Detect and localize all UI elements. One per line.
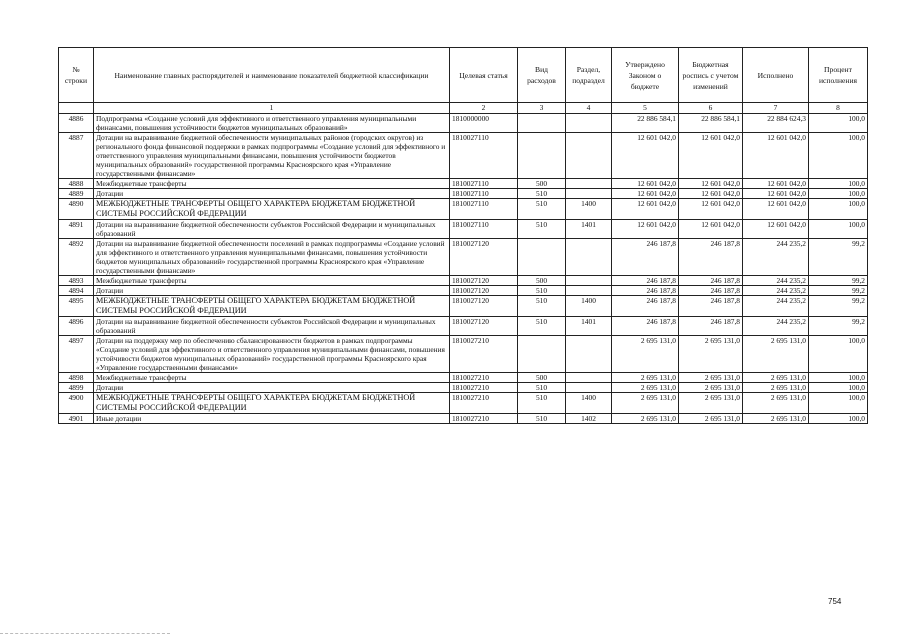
column-number: 1 (94, 103, 450, 114)
table-row (59, 239, 868, 276)
table-body (59, 114, 868, 424)
budget-list-amount-cell: 246 187,8 (679, 239, 743, 276)
percent-cell: 99,2 (809, 296, 868, 317)
row-name-cell: Дотации на выравнивание бюджетной обеспеченности субъектов Российской Федерации и муниципальных образований (94, 317, 450, 336)
percent-cell: 99,2 (809, 317, 868, 336)
header-expense-type: Вид расходов (518, 48, 566, 103)
section-cell (566, 114, 612, 133)
budget-list-amount-cell: 12 601 042,0 (679, 133, 743, 179)
row-name-cell: МЕЖБЮДЖЕТНЫЕ ТРАНСФЕРТЫ ОБЩЕГО ХАРАКТЕРА БЮДЖЕТАМ БЮДЖЕТНОЙ СИСТЕМЫ РОССИЙСКОЙ ФЕДЕРАЦИИ (94, 199, 450, 220)
column-number: 7 (743, 103, 809, 114)
section-cell (566, 179, 612, 189)
percent-cell: 100,0 (809, 114, 868, 133)
section-cell: 1402 (566, 414, 612, 424)
approved-amount-cell: 12 601 042,0 (612, 133, 679, 179)
approved-amount-cell: 2 695 131,0 (612, 373, 679, 383)
row-name-cell: Межбюджетные трансферты (94, 373, 450, 383)
row-name-cell: Подпрограмма «Создание условий для эффективного и ответственного управления муниципальными финансами, повышения устойчивости бюджетов муниципальных образований» (94, 114, 450, 133)
table-row (59, 393, 868, 414)
percent-cell: 100,0 (809, 414, 868, 424)
row-name-cell: Иные дотации (94, 414, 450, 424)
percent-cell: 100,0 (809, 383, 868, 393)
executed-amount-cell: 2 695 131,0 (743, 414, 809, 424)
target-article-cell: 1810027120 (450, 239, 518, 276)
target-article-cell: 1810027110 (450, 189, 518, 199)
section-cell: 1400 (566, 393, 612, 414)
row-number-cell: 4897 (59, 336, 94, 373)
percent-cell: 100,0 (809, 393, 868, 414)
percent-cell: 100,0 (809, 199, 868, 220)
scan-edge-line (0, 633, 170, 634)
table-row (59, 373, 868, 383)
table-row (59, 317, 868, 336)
budget-list-amount-cell: 246 187,8 (679, 276, 743, 286)
header-name: Наименование главных распорядителей и наименование показателей бюджетной классификации (94, 48, 450, 103)
expense-type-cell: 510 (518, 414, 566, 424)
target-article-cell: 1810027110 (450, 179, 518, 189)
target-article-cell: 1810027210 (450, 373, 518, 383)
executed-amount-cell: 12 601 042,0 (743, 220, 809, 239)
percent-cell: 100,0 (809, 179, 868, 189)
percent-cell: 99,2 (809, 286, 868, 296)
row-number-cell: 4896 (59, 317, 94, 336)
row-number-cell: 4892 (59, 239, 94, 276)
header-target-article: Целевая статья (450, 48, 518, 103)
budget-list-amount-cell: 246 187,8 (679, 317, 743, 336)
table-header-row (59, 48, 868, 103)
section-cell (566, 239, 612, 276)
column-number: 4 (566, 103, 612, 114)
expense-type-cell (518, 133, 566, 179)
section-cell (566, 286, 612, 296)
section-cell (566, 383, 612, 393)
executed-amount-cell: 12 601 042,0 (743, 199, 809, 220)
budget-list-amount-cell: 2 695 131,0 (679, 414, 743, 424)
budget-list-amount-cell: 246 187,8 (679, 296, 743, 317)
percent-cell: 100,0 (809, 189, 868, 199)
row-name-cell: Дотации на выравнивание бюджетной обеспеченности субъектов Российской Федерации и муниципальных образований (94, 220, 450, 239)
percent-cell: 100,0 (809, 373, 868, 383)
executed-amount-cell: 2 695 131,0 (743, 373, 809, 383)
budget-list-amount-cell: 2 695 131,0 (679, 393, 743, 414)
approved-amount-cell: 246 187,8 (612, 286, 679, 296)
approved-amount-cell: 246 187,8 (612, 296, 679, 317)
page-number: 754 (828, 597, 842, 606)
expense-type-cell: 510 (518, 383, 566, 393)
percent-cell: 100,0 (809, 336, 868, 373)
budget-list-amount-cell: 12 601 042,0 (679, 220, 743, 239)
target-article-cell: 1810027120 (450, 276, 518, 286)
target-article-cell: 1810027110 (450, 133, 518, 179)
approved-amount-cell: 2 695 131,0 (612, 336, 679, 373)
expense-type-cell: 510 (518, 393, 566, 414)
header-executed: Исполнено (743, 48, 809, 103)
header-approved: Утверждено Законом о бюджете (612, 48, 679, 103)
row-number-cell: 4900 (59, 393, 94, 414)
table-row (59, 336, 868, 373)
row-number-cell: 4899 (59, 383, 94, 393)
expense-type-cell (518, 239, 566, 276)
row-name-cell: Межбюджетные трансферты (94, 179, 450, 189)
row-name-cell: Дотации на выравнивание бюджетной обеспеченности муниципальных районов (городских округов) из регионального фонда финансовой поддержки в рамках подпрограммы «Создание условий для эффективного и ответственного управления муниципальными финансами, повышения устойчивости бюджетов муниципальных образований» государственной программы Красноярского края «Управление государственными финансами» (94, 133, 450, 179)
expense-type-cell: 500 (518, 276, 566, 286)
section-cell (566, 189, 612, 199)
percent-cell: 100,0 (809, 133, 868, 179)
executed-amount-cell: 12 601 042,0 (743, 189, 809, 199)
budget-list-amount-cell: 12 601 042,0 (679, 179, 743, 189)
approved-amount-cell: 2 695 131,0 (612, 414, 679, 424)
target-article-cell: 1810027210 (450, 336, 518, 373)
row-number-cell: 4891 (59, 220, 94, 239)
table-row (59, 199, 868, 220)
row-number-cell: 4901 (59, 414, 94, 424)
row-number-cell: 4890 (59, 199, 94, 220)
target-article-cell: 1810027120 (450, 286, 518, 296)
column-number: 2 (450, 103, 518, 114)
approved-amount-cell: 22 886 584,1 (612, 114, 679, 133)
target-article-cell: 1810027110 (450, 220, 518, 239)
row-number-cell: 4886 (59, 114, 94, 133)
section-cell (566, 336, 612, 373)
budget-list-amount-cell: 246 187,8 (679, 286, 743, 296)
table-row (59, 383, 868, 393)
section-cell (566, 373, 612, 383)
row-number-cell: 4889 (59, 189, 94, 199)
header-row-number: № строки (59, 48, 94, 103)
column-number: 5 (612, 103, 679, 114)
table-row (59, 179, 868, 189)
executed-amount-cell: 244 235,2 (743, 276, 809, 286)
approved-amount-cell: 246 187,8 (612, 317, 679, 336)
executed-amount-cell: 22 884 624,3 (743, 114, 809, 133)
target-article-cell: 1810027210 (450, 383, 518, 393)
column-number: 3 (518, 103, 566, 114)
percent-cell: 99,2 (809, 239, 868, 276)
section-cell (566, 133, 612, 179)
budget-list-amount-cell: 2 695 131,0 (679, 373, 743, 383)
percent-cell: 100,0 (809, 220, 868, 239)
table-row (59, 296, 868, 317)
row-number-cell: 4894 (59, 286, 94, 296)
row-name-cell: Дотации (94, 189, 450, 199)
table-row (59, 286, 868, 296)
column-number: 8 (809, 103, 868, 114)
section-cell: 1401 (566, 220, 612, 239)
approved-amount-cell: 2 695 131,0 (612, 383, 679, 393)
approved-amount-cell: 2 695 131,0 (612, 393, 679, 414)
target-article-cell: 1810027210 (450, 393, 518, 414)
section-cell: 1401 (566, 317, 612, 336)
row-number-cell: 4888 (59, 179, 94, 189)
expense-type-cell: 500 (518, 373, 566, 383)
executed-amount-cell: 244 235,2 (743, 296, 809, 317)
row-name-cell: Дотации на поддержку мер по обеспечению сбалансированности бюджетов в рамках подпрограммы «Создание условий для эффективного и ответственного управления муниципальными финансами, повышения устойчивости бюджетов муниципальных образований» государственной программы Красноярского края «Управление государственными финансами» (94, 336, 450, 373)
section-cell: 1400 (566, 199, 612, 220)
expense-type-cell: 510 (518, 220, 566, 239)
approved-amount-cell: 12 601 042,0 (612, 199, 679, 220)
executed-amount-cell: 2 695 131,0 (743, 383, 809, 393)
section-cell (566, 276, 612, 286)
row-name-cell: Дотации (94, 383, 450, 393)
expense-type-cell: 510 (518, 189, 566, 199)
row-name-cell: МЕЖБЮДЖЕТНЫЕ ТРАНСФЕРТЫ ОБЩЕГО ХАРАКТЕРА БЮДЖЕТАМ БЮДЖЕТНОЙ СИСТЕМЫ РОССИЙСКОЙ ФЕДЕРАЦИИ (94, 393, 450, 414)
table-row (59, 189, 868, 199)
executed-amount-cell: 244 235,2 (743, 239, 809, 276)
target-article-cell: 1810000000 (450, 114, 518, 133)
row-number-cell: 4895 (59, 296, 94, 317)
target-article-cell: 1810027120 (450, 296, 518, 317)
table-row (59, 114, 868, 133)
target-article-cell: 1810027110 (450, 199, 518, 220)
approved-amount-cell: 12 601 042,0 (612, 179, 679, 189)
budget-execution-table (58, 47, 868, 424)
table-row (59, 414, 868, 424)
row-name-cell: Дотации на выравнивание бюджетной обеспеченности поселений в рамках подпрограммы «Создание условий для эффективного и ответственного управления муниципальными финансами, повышения устойчивости бюджетов муниципальных образований» государственной программы Красноярского края «Управление государственными финансами» (94, 239, 450, 276)
executed-amount-cell: 2 695 131,0 (743, 393, 809, 414)
executed-amount-cell: 12 601 042,0 (743, 133, 809, 179)
executed-amount-cell: 12 601 042,0 (743, 179, 809, 189)
row-name-cell: Дотации (94, 286, 450, 296)
table-row (59, 133, 868, 179)
expense-type-cell (518, 336, 566, 373)
expense-type-cell (518, 114, 566, 133)
row-number-cell: 4898 (59, 373, 94, 383)
expense-type-cell: 510 (518, 199, 566, 220)
budget-list-amount-cell: 12 601 042,0 (679, 199, 743, 220)
expense-type-cell: 500 (518, 179, 566, 189)
row-name-cell: Межбюджетные трансферты (94, 276, 450, 286)
row-name-cell: МЕЖБЮДЖЕТНЫЕ ТРАНСФЕРТЫ ОБЩЕГО ХАРАКТЕРА БЮДЖЕТАМ БЮДЖЕТНОЙ СИСТЕМЫ РОССИЙСКОЙ ФЕДЕРАЦИИ (94, 296, 450, 317)
column-number (59, 103, 94, 114)
executed-amount-cell: 2 695 131,0 (743, 336, 809, 373)
approved-amount-cell: 246 187,8 (612, 239, 679, 276)
row-number-cell: 4893 (59, 276, 94, 286)
budget-list-amount-cell: 2 695 131,0 (679, 336, 743, 373)
expense-type-cell: 510 (518, 317, 566, 336)
target-article-cell: 1810027120 (450, 317, 518, 336)
approved-amount-cell: 12 601 042,0 (612, 220, 679, 239)
header-section: Раздел, подраздел (566, 48, 612, 103)
target-article-cell: 1810027210 (450, 414, 518, 424)
approved-amount-cell: 246 187,8 (612, 276, 679, 286)
expense-type-cell: 510 (518, 286, 566, 296)
budget-list-amount-cell: 2 695 131,0 (679, 383, 743, 393)
approved-amount-cell: 12 601 042,0 (612, 189, 679, 199)
executed-amount-cell: 244 235,2 (743, 317, 809, 336)
percent-cell: 99,2 (809, 276, 868, 286)
expense-type-cell: 510 (518, 296, 566, 317)
column-number-row (59, 103, 868, 114)
header-budget-list: Бюджетная роспись с учетом изменений (679, 48, 743, 103)
table-row (59, 220, 868, 239)
executed-amount-cell: 244 235,2 (743, 286, 809, 296)
budget-list-amount-cell: 12 601 042,0 (679, 189, 743, 199)
section-cell: 1400 (566, 296, 612, 317)
table-row (59, 276, 868, 286)
budget-list-amount-cell: 22 886 584,1 (679, 114, 743, 133)
row-number-cell: 4887 (59, 133, 94, 179)
column-number: 6 (679, 103, 743, 114)
header-percent: Процент исполнения (809, 48, 868, 103)
